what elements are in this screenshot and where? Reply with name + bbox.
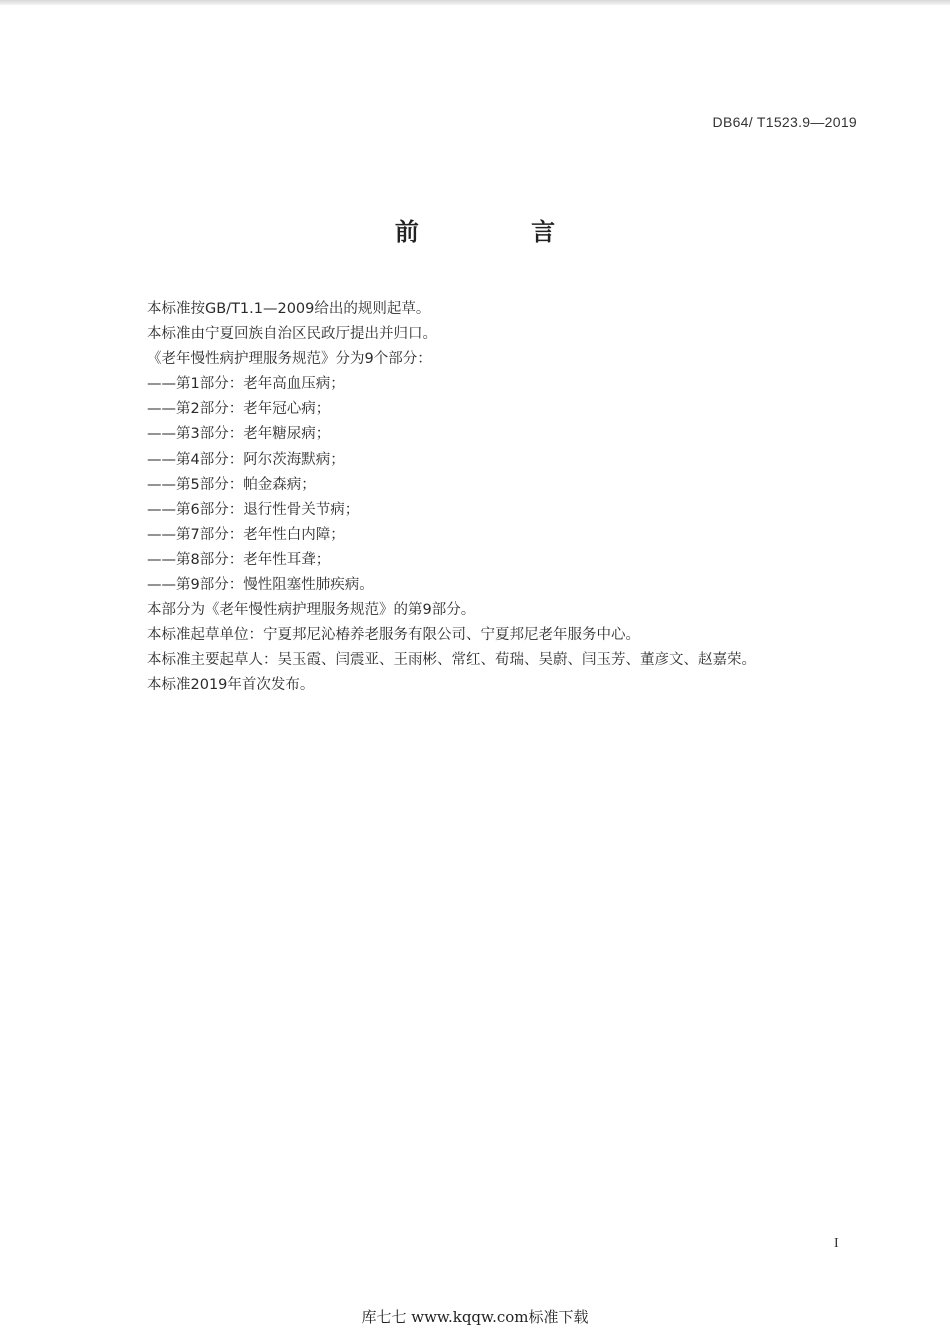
foreword-line: ——第1部分：老年高血压病；: [147, 376, 345, 393]
footer-watermark: 库七七 www.kqqw.com标准下载: [361, 1308, 589, 1326]
foreword-line: 本标准按GB/T1.1—2009给出的规则起草。: [147, 301, 431, 317]
foreword-line: 本标准由宁夏回族自治区民政厅提出并归口。: [147, 326, 437, 343]
foreword-line: ——第8部分：老年性耳聋；: [147, 551, 331, 568]
page-title: 前 言: [394, 218, 608, 246]
foreword-line: 本标准起草单位：宁夏邦尼沁椿养老服务有限公司、宁夏邦尼老年服务中心。: [147, 627, 640, 644]
foreword-line: ——第6部分：退行性骨关节病；: [147, 501, 360, 518]
foreword-line: ——第7部分：老年性白内障；: [147, 526, 345, 543]
foreword-line: 本标准2019年首次发布。: [147, 677, 315, 694]
document-id: DB64/ T1523.9—2019: [712, 114, 857, 130]
foreword-line: 本部分为《老年慢性病护理服务规范》的第9部分。: [147, 602, 476, 619]
page-number: I: [834, 1236, 839, 1251]
foreword-line: 《老年慢性病护理服务规范》分为9个部分：: [147, 351, 432, 368]
foreword-line: ——第2部分：老年冠心病；: [147, 401, 331, 418]
scan-edge: [0, 0, 950, 5]
foreword-line: 本标准主要起草人：吴玉霞、闫震亚、王雨彬、常红、荀瑞、吴蔚、闫玉芳、董彦文、赵嘉荣。: [147, 652, 756, 669]
foreword-body: [147, 297, 867, 699]
foreword-line: ——第5部分：帕金森病；: [147, 476, 316, 493]
foreword-line: ——第4部分：阿尔茨海默病；: [147, 451, 345, 468]
foreword-line: ——第9部分：慢性阻塞性肺疾病。: [147, 577, 374, 594]
foreword-line: ——第3部分：老年糖尿病；: [147, 426, 331, 443]
